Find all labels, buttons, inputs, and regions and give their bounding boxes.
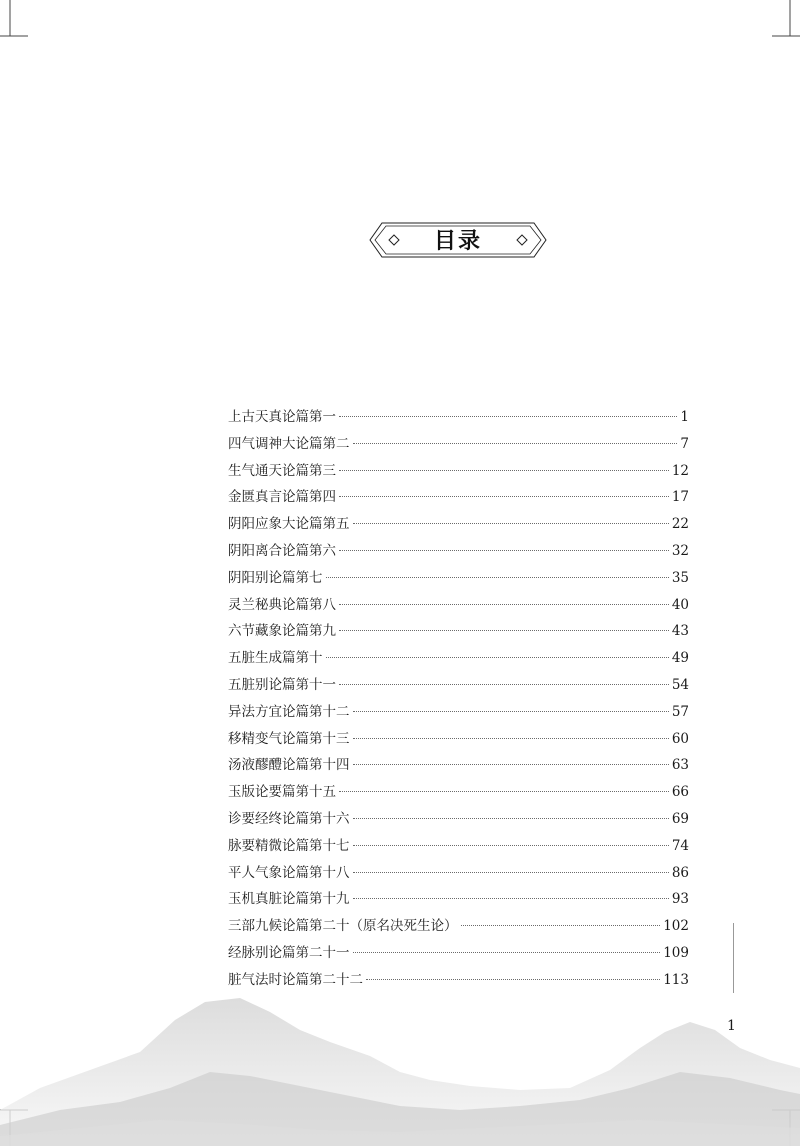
toc-entry-page: 113 bbox=[663, 971, 689, 988]
toc-leader-dots bbox=[353, 952, 661, 953]
toc-entry-title: 经脉别论篇第二十一 bbox=[228, 944, 350, 961]
toc-leader-dots bbox=[339, 550, 669, 551]
toc-title-frame bbox=[368, 220, 548, 260]
toc-entry-page: 43 bbox=[671, 623, 689, 640]
toc-entry[interactable] bbox=[228, 484, 689, 511]
toc-entry[interactable] bbox=[228, 752, 689, 779]
toc-entry[interactable] bbox=[228, 565, 689, 592]
toc-entry-title: 五脏别论篇第十一 bbox=[228, 676, 336, 693]
toc-leader-dots bbox=[326, 657, 669, 658]
toc-leader-dots bbox=[339, 416, 677, 417]
toc-entry-page: 109 bbox=[663, 944, 689, 961]
toc-entry-title: 平人气象论篇第十八 bbox=[228, 864, 350, 881]
page-number: 1 bbox=[727, 1018, 736, 1034]
toc-entry-title: 金匮真言论篇第四 bbox=[228, 489, 336, 506]
toc-leader-dots bbox=[339, 470, 669, 471]
toc-entry[interactable] bbox=[228, 458, 689, 485]
toc-entry[interactable] bbox=[228, 913, 689, 940]
toc-entry-title: 上古天真论篇第一 bbox=[228, 409, 336, 425]
toc-entry-page: 102 bbox=[663, 918, 689, 935]
toc-entry[interactable] bbox=[228, 511, 689, 538]
toc-leader-dots bbox=[353, 764, 669, 765]
toc-entry[interactable] bbox=[228, 806, 689, 833]
toc-entry[interactable] bbox=[228, 699, 689, 726]
toc-leader-dots bbox=[353, 845, 669, 846]
toc-entry-title: 阴阳应象大论篇第五 bbox=[228, 516, 350, 533]
table-of-contents bbox=[228, 404, 689, 994]
toc-leader-dots bbox=[339, 684, 669, 685]
toc-entry-title: 阴阳离合论篇第六 bbox=[228, 542, 336, 559]
toc-entry[interactable] bbox=[228, 833, 689, 860]
toc-entry[interactable] bbox=[228, 618, 689, 645]
toc-entry-page: 66 bbox=[671, 784, 689, 801]
toc-entry[interactable] bbox=[228, 726, 689, 753]
toc-entry-page: 40 bbox=[671, 596, 689, 613]
toc-entry-page: 93 bbox=[671, 891, 689, 908]
crop-mark-top-right bbox=[760, 0, 800, 50]
toc-entry-title: 脏气法时论篇第二十二 bbox=[228, 971, 363, 988]
toc-entry[interactable] bbox=[228, 645, 689, 672]
toc-entry-page: 57 bbox=[671, 703, 689, 720]
page-title: 目录 bbox=[433, 229, 482, 254]
toc-entry-title: 诊要经终论篇第十六 bbox=[228, 810, 350, 827]
toc-leader-dots bbox=[339, 791, 669, 792]
toc-leader-dots bbox=[353, 443, 678, 444]
toc-entry-page: 1 bbox=[680, 409, 689, 425]
toc-entry-page: 74 bbox=[671, 837, 689, 854]
toc-entry[interactable] bbox=[228, 538, 689, 565]
toc-entry-page: 32 bbox=[671, 542, 689, 559]
toc-entry-page: 63 bbox=[671, 757, 689, 774]
toc-entry[interactable] bbox=[228, 860, 689, 887]
toc-entry[interactable] bbox=[228, 592, 689, 619]
toc-entry-title: 汤液醪醴论篇第十四 bbox=[228, 757, 350, 774]
toc-entry-page: 86 bbox=[671, 864, 689, 881]
toc-entry-title: 六节藏象论篇第九 bbox=[228, 623, 336, 640]
toc-entry-title: 四气调神大论篇第二 bbox=[228, 435, 350, 452]
toc-leader-dots bbox=[353, 523, 669, 524]
toc-entry-page: 54 bbox=[671, 676, 689, 693]
toc-leader-dots bbox=[339, 604, 669, 605]
toc-entry-page: 7 bbox=[680, 435, 689, 452]
toc-entry[interactable] bbox=[228, 404, 689, 431]
toc-leader-dots bbox=[353, 711, 669, 712]
toc-entry-title: 玉版论要篇第十五 bbox=[228, 784, 336, 801]
toc-leader-dots bbox=[339, 630, 669, 631]
toc-entry-title: 三部九候论篇第二十（原名决死生论） bbox=[228, 918, 458, 935]
mountain-landscape-decoration bbox=[0, 960, 800, 1146]
toc-leader-dots bbox=[353, 738, 669, 739]
toc-entry[interactable] bbox=[228, 672, 689, 699]
toc-leader-dots bbox=[353, 818, 669, 819]
toc-leader-dots bbox=[339, 496, 669, 497]
toc-leader-dots bbox=[461, 925, 661, 926]
toc-entry-page: 12 bbox=[671, 462, 689, 479]
toc-entry-title: 玉机真脏论篇第十九 bbox=[228, 891, 350, 908]
toc-entry[interactable] bbox=[228, 779, 689, 806]
toc-leader-dots bbox=[326, 577, 669, 578]
toc-entry-page: 69 bbox=[671, 810, 689, 827]
toc-entry-title: 五脏生成篇第十 bbox=[228, 650, 323, 667]
toc-entry-title: 移精变气论篇第十三 bbox=[228, 730, 350, 747]
toc-entry-page: 35 bbox=[671, 569, 689, 586]
toc-entry[interactable] bbox=[228, 886, 689, 913]
toc-entry-page: 49 bbox=[671, 650, 689, 667]
toc-entry-page: 22 bbox=[671, 516, 689, 533]
toc-leader-dots bbox=[353, 872, 669, 873]
toc-entry-title: 生气通天论篇第三 bbox=[228, 462, 336, 479]
toc-entry-title: 脉要精微论篇第十七 bbox=[228, 837, 350, 854]
toc-entry-page: 17 bbox=[671, 489, 689, 506]
crop-mark-top-left bbox=[0, 0, 40, 50]
toc-entry-title: 灵兰秘典论篇第八 bbox=[228, 596, 336, 613]
toc-entry[interactable] bbox=[228, 431, 689, 458]
toc-entry-page: 60 bbox=[671, 730, 689, 747]
toc-entry-title: 异法方宜论篇第十二 bbox=[228, 703, 350, 720]
toc-entry-title: 阴阳别论篇第七 bbox=[228, 569, 323, 586]
toc-leader-dots bbox=[353, 898, 669, 899]
